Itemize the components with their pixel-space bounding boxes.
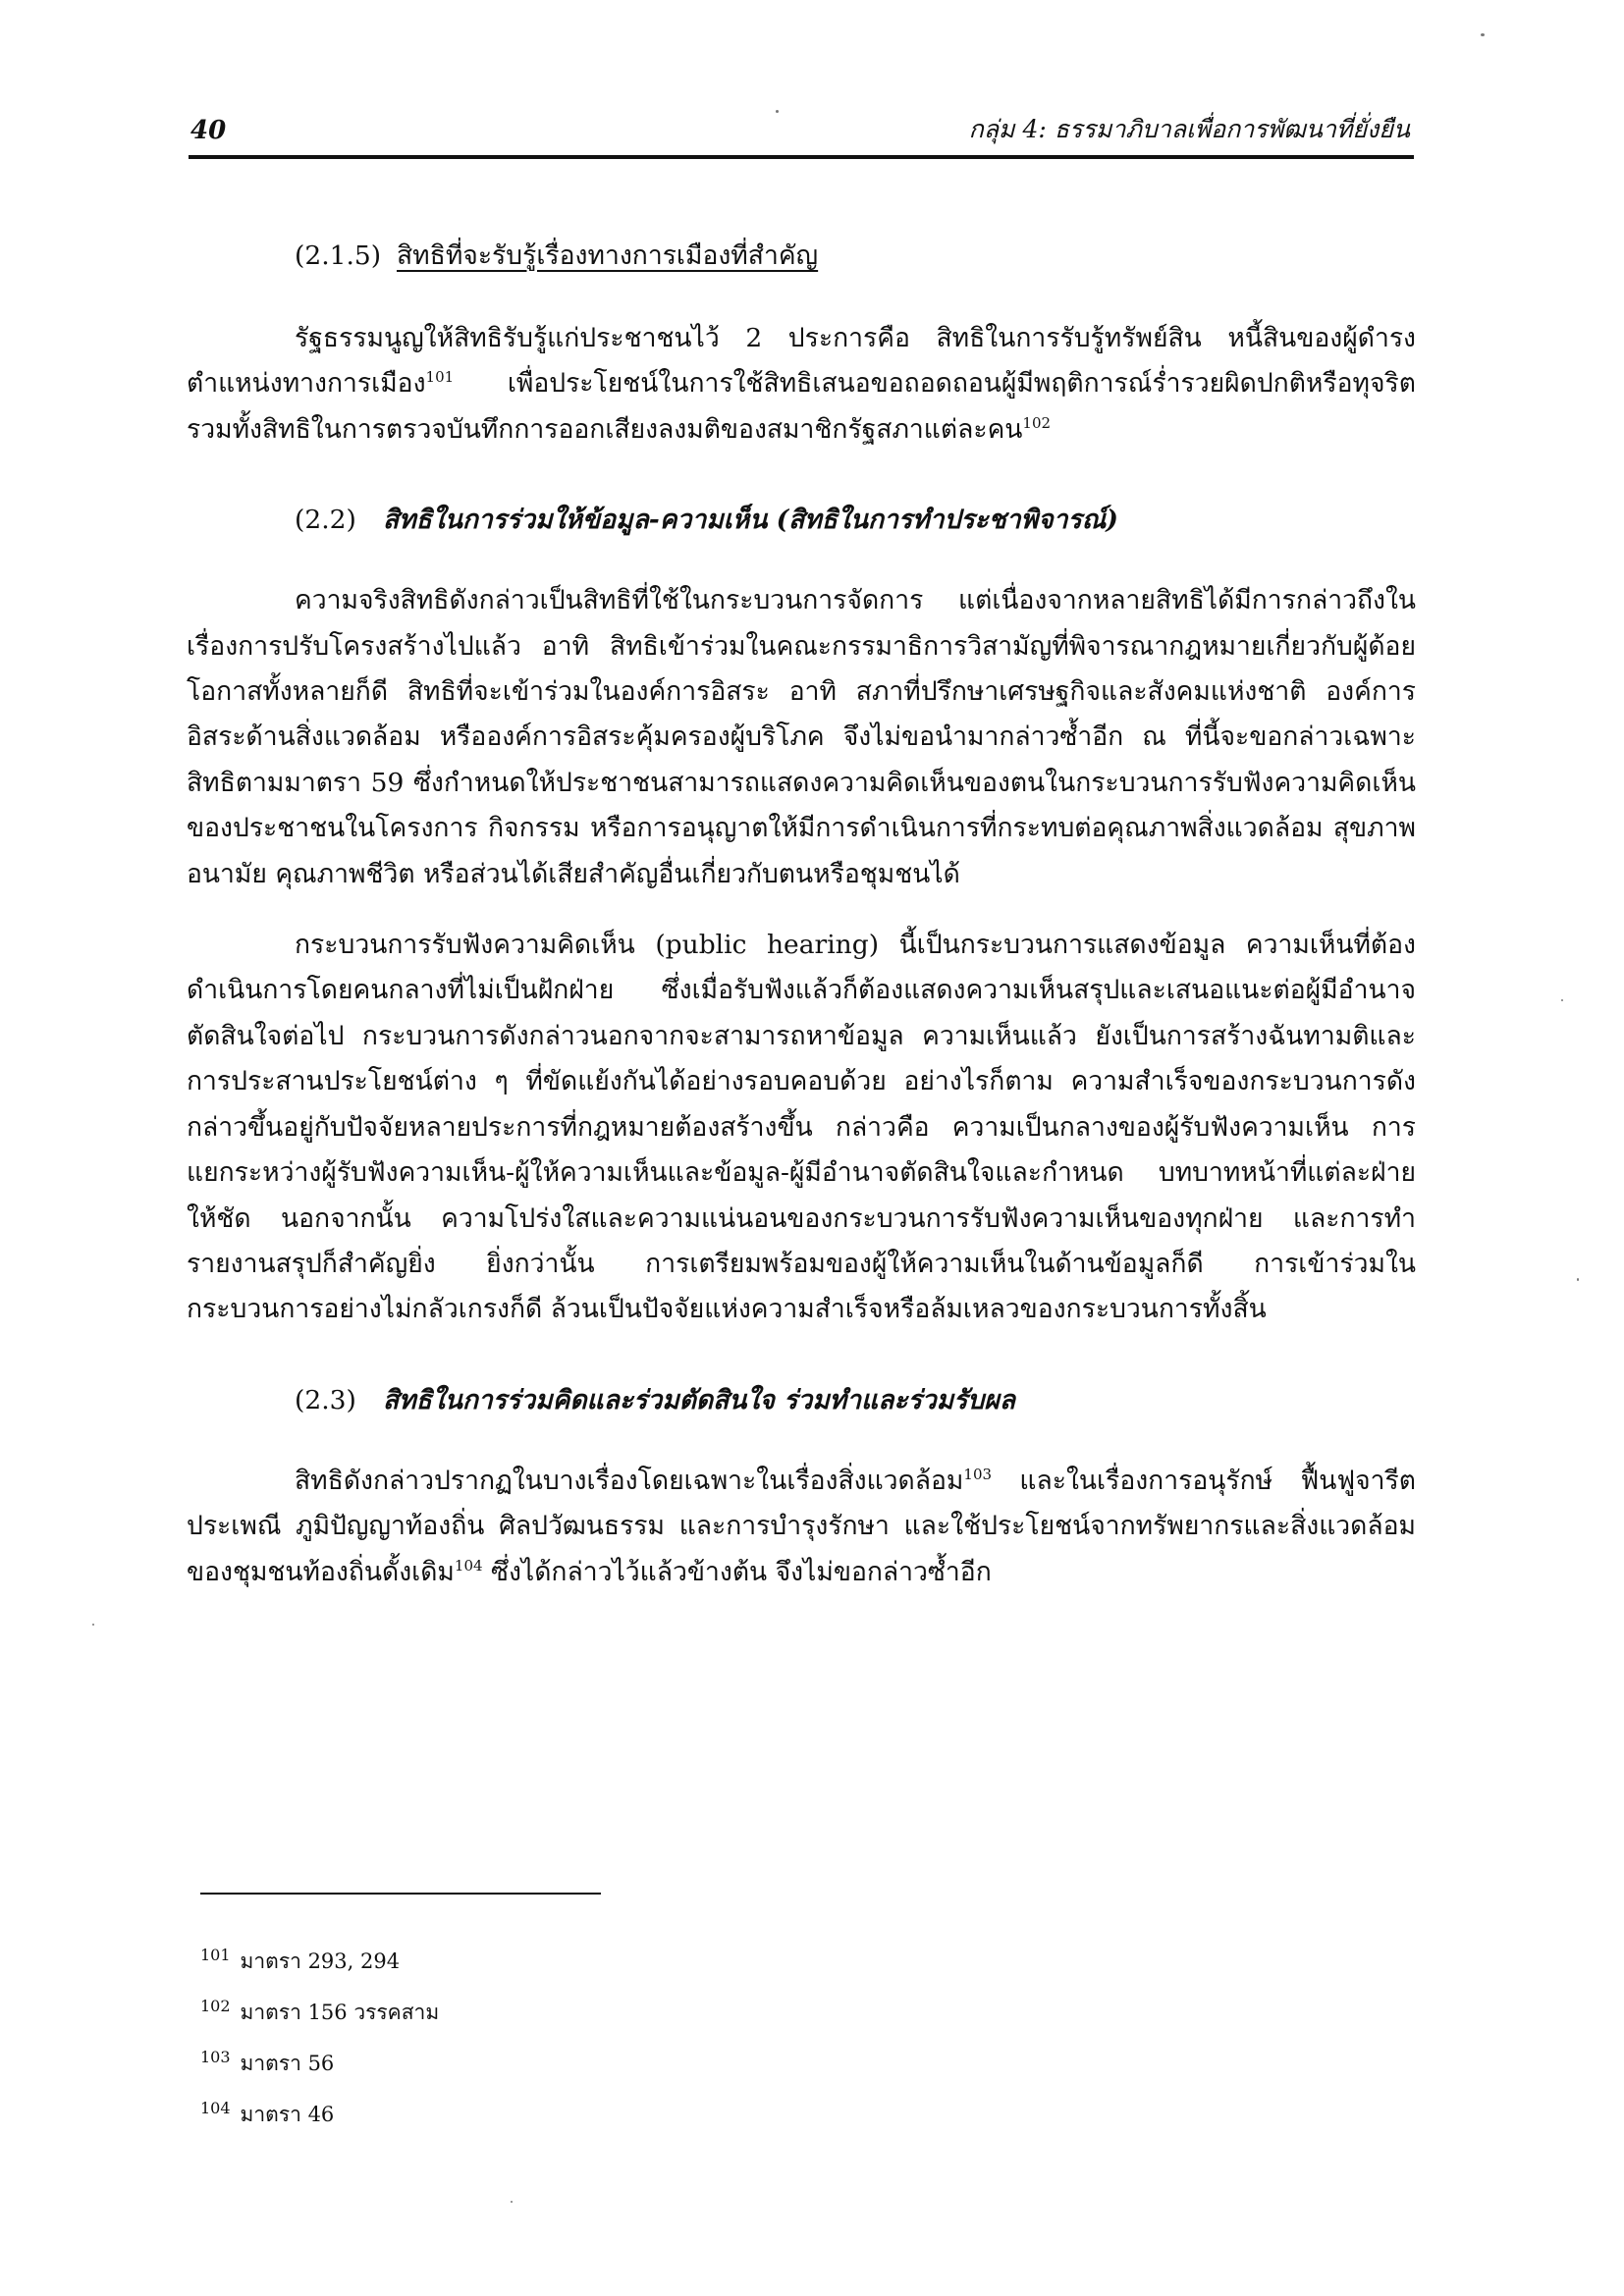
footnote-number: 102 [200, 1997, 231, 2015]
paragraph-text: และในเรื่องการอนุรักษ์ ฟื้นฟูจารีตประเพณี ภูมิปัญญาท้องถิ่น ศิลปวัฒนธรรม และการบำรุงรักษา และใช้ประโยชน์จากทรัพยากรและสิ่งแวดล้อมของชุมชนท้องถิ่นดั้งเดิม [187, 1465, 1416, 1587]
section-heading-2-2 [187, 498, 1416, 543]
footnote-item [200, 2089, 439, 2140]
paragraph-text: เพื่อประโยชน์ในการใช้สิทธิเสนอขอถอดถอนผู้มีพฤติการณ์ร่ำรวยผิดปกติหรือทุจริต รวมทั้งสิทธิในการตรวจบันทึกการออกเสียงลงมติของสมาชิกรัฐสภาแต่ละคน [187, 368, 1416, 445]
section-number: (2.1.5) [295, 240, 382, 271]
paragraph-2-3 [187, 1459, 1416, 1595]
footnote-divider [200, 1893, 601, 1895]
section-heading-2-1-5 [187, 234, 1416, 279]
footnote-text: มาตรา 56 [240, 2052, 335, 2075]
paragraph-text: กระบวนการรับฟังความคิดเห็น (public hearing) นี้เป็นกระบวนการแสดงข้อมูล ความเห็นที่ต้องดำเนินการโดยคนกลางที่ไม่เป็นฝักฝ่าย ซึ่งเมื่อรับฟังแล้วก็ต้องแสดงความเห็นสรุปและเสนอแนะต่อผู้มีอำนาจตัดสินใจต่อไป กระบวนการดังกล่าวนอกจากจะสามารถหาข้อมูล ความเห็นแล้ว ยังเป็นการสร้างฉันทามติและการประสานประโยชน์ต่าง ๆ ที่ขัดแย้งกันได้อย่างรอบคอบด้วย อย่างไรก็ตาม ความสำเร็จของกระบวนการดังกล่าวขึ้นอยู่กับปัจจัยหลายประการที่กฎหมายต้องสร้างขึ้น กล่าวคือ ความเป็นกลางของผู้รับฟังความเห็น การแยกระหว่างผู้รับฟังความเห็น-ผู้ให้ความเห็นและข้อมูล-ผู้มีอำนาจตัดสินใจและกำหนด บทบาทหน้าที่แต่ละฝ่ายให้ชัด นอกจากนั้น ความโปร่งใสและความแน่นอนของกระบวนการรับฟังความเห็นของทุกฝ่าย และการทำรายงานสรุปก็สำคัญยิ่ง ยิ่งกว่านั้น การเตรียมพร้อมของผู้ให้ความเห็นในด้านข้อมูลก็ดี การเข้าร่วมในกระบวนการอย่างไม่กลัวเกรงก็ดี ล้วนเป็นปัจจัยแห่งความสำเร็จหรือล้มเหลวของกระบวนการทั้งสิ้น [187, 930, 1416, 1325]
scan-speck [1577, 1278, 1579, 1281]
paragraph-text: รัฐธรรมนูญให้สิทธิรับรู้แก่ประชาชนไว้ 2 ประการคือ สิทธิในการรับรู้ทรัพย์สิน หนี้สินของผู้ดำรงตำแหน่งทางการเมือง [187, 323, 1416, 400]
footnote-number: 103 [200, 2048, 231, 2066]
footnote-item [200, 1987, 439, 2038]
section-number: (2.3) [295, 1384, 356, 1415]
scan-speck [511, 2201, 513, 2203]
footnote-ref-104[interactable]: 104 [454, 1556, 483, 1575]
footnote-ref-101[interactable]: 101 [425, 368, 455, 387]
section-heading-2-3 [187, 1378, 1416, 1423]
footnote-text: มาตรา 293, 294 [240, 1949, 401, 1973]
paragraph-2-2-a [187, 578, 1416, 897]
footnote-ref-102[interactable]: 102 [1022, 413, 1052, 432]
scan-speck [92, 1624, 94, 1626]
paragraph-2-1-5 [187, 316, 1416, 453]
section-title: สิทธิในการร่วมคิดและร่วมตัดสินใจ ร่วมทำและร่วมรับผล [383, 1384, 1015, 1415]
main-content [187, 234, 1416, 1595]
paragraph-2-2-b [187, 923, 1416, 1333]
running-title: กลุ่ม 4: ธรรมาภิบาลเพื่อการพัฒนาที่ยั่งยืน [968, 115, 1410, 143]
footnote-number: 101 [200, 1946, 231, 1964]
footnote-number: 104 [200, 2099, 231, 2117]
scan-speck [1561, 999, 1563, 1001]
footnote-item [200, 1936, 439, 1987]
footnote-text: มาตรา 46 [240, 2103, 335, 2126]
footnote-ref-103[interactable]: 103 [963, 1465, 993, 1483]
footnote-item [200, 2038, 439, 2089]
scan-speck [1481, 33, 1485, 36]
footnotes [200, 1936, 439, 2140]
section-number: (2.2) [295, 505, 356, 536]
page-header [189, 108, 1414, 159]
paragraph-text: ความจริงสิทธิดังกล่าวเป็นสิทธิที่ใช้ในกระบวนการจัดการ แต่เนื่องจากหลายสิทธิได้มีการกล่าวถึงในเรื่องการปรับโครงสร้างไปแล้ว อาทิ สิทธิเข้าร่วมในคณะกรรมาธิการวิสามัญที่พิจารณากฎหมายเกี่ยวกับผู้ด้อยโอกาสทั้งหลายก็ดี สิทธิที่จะเข้าร่วมในองค์การอิสระ อาทิ สภาที่ปรึกษาเศรษฐกิจและสังคมแห่งชาติ องค์การอิสระด้านสิ่งแวดล้อม หรือองค์การอิสระคุ้มครองผู้บริโภค จึงไม่ขอนำมากล่าวซ้ำอีก ณ ที่นี้จะขอกล่าวเฉพาะสิทธิตามมาตรา 59 ซึ่งกำหนดให้ประชาชนสามารถแสดงความคิดเห็นของตนในกระบวนการรับฟังความคิดเห็นของประชาชนในโครงการ กิจกรรม หรือการอนุญาตให้มีการดำเนินการที่กระทบต่อคุณภาพสิ่งแวดล้อม สุขภาพอนามัย คุณภาพชีวิต หรือส่วนได้เสียสำคัญอื่นเกี่ยวกับตนหรือชุมชนได้ [187, 585, 1416, 889]
scan-speck [776, 110, 779, 113]
footnote-text: มาตรา 156 วรรคสาม [240, 2001, 440, 2024]
paragraph-text: สิทธิดังกล่าวปรากฏในบางเรื่องโดยเฉพาะในเรื่องสิ่งแวดล้อม [295, 1465, 964, 1496]
paragraph-text: ซึ่งได้กล่าวไว้แล้วข้างต้น จึงไม่ขอกล่าวซ้ำอีก [482, 1556, 992, 1587]
page-number: 40 [190, 116, 227, 145]
section-title: สิทธิที่จะรับรู้เรื่องทางการเมืองที่สำคัญ [397, 240, 819, 271]
section-title: สิทธิในการร่วมให้ข้อมูล-ความเห็น (สิทธิในการทำประชาพิจารณ์) [383, 505, 1118, 536]
